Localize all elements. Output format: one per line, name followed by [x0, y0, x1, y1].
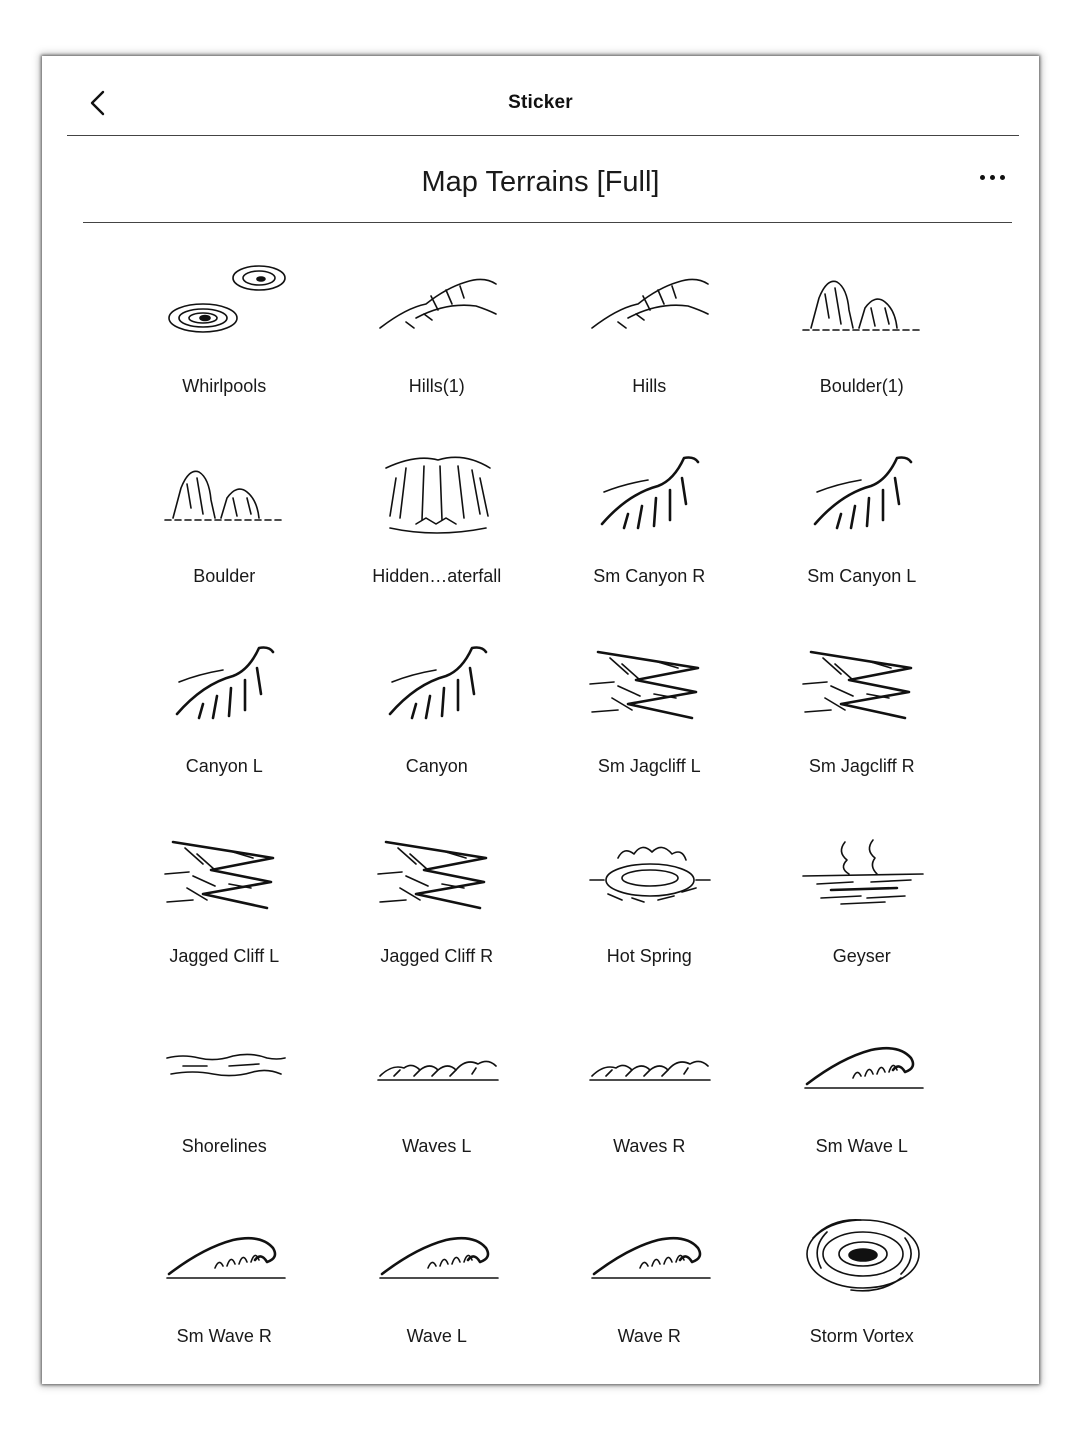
more-horizontal-icon: [980, 175, 985, 180]
boulder-sketch-icon: [801, 258, 925, 348]
sticker-label: Boulder: [193, 566, 256, 586]
sticker-item[interactable]: [331, 822, 544, 1012]
sticker-item[interactable]: [543, 1202, 756, 1392]
page-title: Sticker: [508, 92, 573, 113]
sticker-item[interactable]: [543, 822, 756, 1012]
sticker-label: Boulder(1): [819, 376, 904, 396]
wave-sketch-icon: [163, 1208, 287, 1298]
sticker-label: Storm Vortex: [809, 1326, 914, 1346]
jagged-cliff-sketch-icon: [588, 638, 712, 728]
sticker-item[interactable]: [543, 442, 756, 632]
sticker-item[interactable]: [331, 632, 544, 822]
waterfall-sketch-icon: [376, 448, 500, 538]
sticker-item[interactable]: [756, 822, 969, 1012]
wave-sketch-icon: [588, 1208, 712, 1298]
sticker-label: Sm Canyon L: [807, 566, 917, 586]
sticker-label: Hills(1): [408, 376, 465, 396]
storm-vortex-sketch-icon: [801, 1208, 925, 1298]
sticker-label: Hidden…aterfall: [372, 566, 502, 586]
sticker-item[interactable]: [118, 442, 331, 632]
sticker-item[interactable]: [756, 632, 969, 822]
canyon-sketch-icon: [376, 638, 500, 728]
sticker-item[interactable]: [118, 632, 331, 822]
top-bar: [42, 56, 1039, 136]
sticker-item[interactable]: [331, 442, 544, 632]
sticker-item[interactable]: [756, 442, 969, 632]
sticker-item[interactable]: [331, 1012, 544, 1202]
hills-sketch-icon: [376, 258, 500, 348]
canyon-sketch-icon: [163, 638, 287, 728]
shoreline-sketch-icon: [163, 1018, 287, 1108]
sticker-screen: [42, 56, 1039, 1384]
sticker-label: Sm Jagcliff L: [597, 756, 701, 776]
sticker-label: Wave L: [406, 1326, 467, 1346]
sticker-label: Jagged Cliff R: [380, 946, 494, 966]
sticker-label: Geyser: [832, 946, 891, 966]
whirlpools-sketch-icon: [163, 258, 287, 348]
sticker-label: Sm Wave L: [815, 1136, 908, 1156]
divider: [67, 135, 1019, 136]
waves-sketch-icon: [588, 1018, 712, 1108]
sticker-label: Wave R: [617, 1326, 681, 1346]
boulder-sketch-icon: [163, 448, 287, 538]
sticker-grid: [118, 252, 968, 1392]
sticker-label: Hills: [632, 376, 667, 396]
sticker-item[interactable]: [118, 1012, 331, 1202]
jagged-cliff-sketch-icon: [801, 638, 925, 728]
hot-spring-sketch-icon: [588, 828, 712, 918]
sticker-label: Canyon: [405, 756, 468, 776]
sticker-label: Canyon L: [185, 756, 263, 776]
canyon-sketch-icon: [588, 448, 712, 538]
sticker-label: Whirlpools: [182, 376, 267, 396]
canyon-sketch-icon: [801, 448, 925, 538]
sticker-item[interactable]: [756, 252, 969, 442]
sticker-label: Waves R: [613, 1136, 686, 1156]
sticker-item[interactable]: [118, 252, 331, 442]
waves-sketch-icon: [376, 1018, 500, 1108]
sticker-label: Waves L: [402, 1136, 472, 1156]
geyser-sketch-icon: [801, 828, 925, 918]
sticker-item[interactable]: [756, 1202, 969, 1392]
sticker-item[interactable]: [118, 1202, 331, 1392]
sticker-label: Jagged Cliff L: [169, 946, 280, 966]
sticker-label: Shorelines: [181, 1136, 267, 1156]
wave-sketch-icon: [801, 1018, 925, 1108]
sticker-item[interactable]: [756, 1012, 969, 1202]
sticker-label: Sm Jagcliff R: [808, 756, 915, 776]
jagged-cliff-sketch-icon: [163, 828, 287, 918]
sticker-label: Sm Canyon R: [593, 566, 706, 586]
more-options-button[interactable]: [972, 164, 1012, 190]
divider: [83, 222, 1012, 223]
sticker-item[interactable]: [331, 1202, 544, 1392]
sticker-label: Sm Wave R: [176, 1326, 272, 1346]
wave-sketch-icon: [376, 1208, 500, 1298]
sticker-item[interactable]: [331, 252, 544, 442]
sticker-item[interactable]: [118, 822, 331, 1012]
collection-title: Map Terrains [Full]: [421, 166, 660, 198]
sticker-item[interactable]: [543, 632, 756, 822]
hills-sketch-icon: [588, 258, 712, 348]
sticker-label: Hot Spring: [606, 946, 692, 966]
sticker-item[interactable]: [543, 1012, 756, 1202]
jagged-cliff-sketch-icon: [376, 828, 500, 918]
sticker-item[interactable]: [543, 252, 756, 442]
